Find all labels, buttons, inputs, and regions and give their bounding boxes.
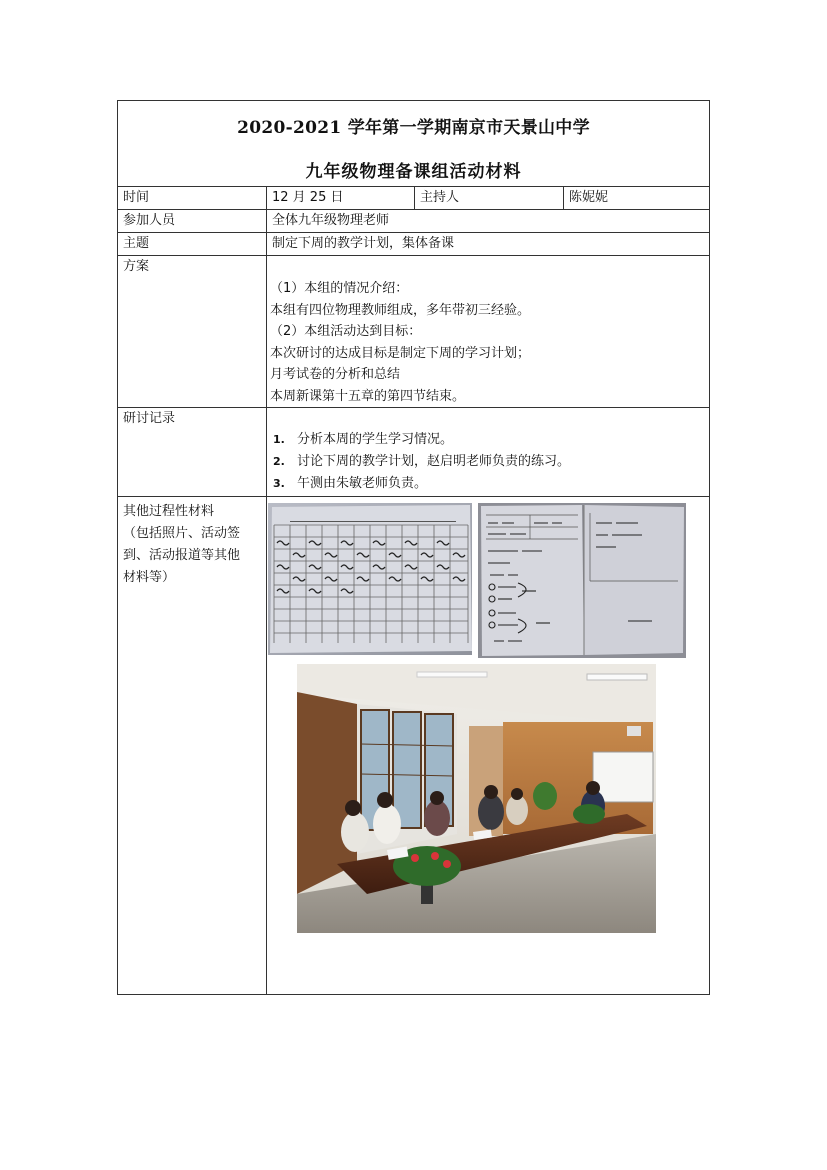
list-text: 分析本周的学生学习情况。 [297,432,454,447]
label-line: 材料等） [123,570,176,585]
plan-label: 方案 [123,259,150,274]
label-line: 到、活动报道等其他 [123,548,241,563]
plan-line: 本组有四位物理教师组成，多年带初三经验。 [270,302,531,318]
list-item [273,473,570,495]
handwritten-notes-photo [478,503,686,658]
plan-line: 本次研讨的达成目标是制定下周的学习计划； [270,345,531,361]
participants-label: 参加人员 [123,213,176,228]
document-title-line1: 2020-2021 学年第一学期南京市天景山中学 [237,118,590,138]
list-item [273,451,570,473]
list-number: 3. [273,477,285,490]
plan-line: （2）本组活动达到目标： [270,324,422,339]
meeting-room-image [297,664,656,933]
participants-row [118,210,709,233]
other-materials-row [118,497,709,994]
participants-value: 全体九年级物理老师 [266,210,709,232]
handwritten-notes-image [478,503,686,658]
record-label: 研讨记录 [123,411,176,426]
topic-row [118,233,709,256]
meeting-room-photo [297,664,656,933]
topic-value: 制定下周的教学计划，集体备课 [266,233,709,255]
plan-line: 本周新课第十五章的第四节结束。 [270,388,466,404]
list-item [273,429,570,451]
label-line: （包括照片、活动签 [123,526,241,541]
other-materials-label [123,501,263,589]
list-number: 2. [273,455,285,468]
host-value: 陈妮妮 [563,187,709,209]
list-number: 1. [273,433,285,446]
time-row [118,187,709,210]
document-title-line2: 九年级物理备课组活动材料 [305,162,522,182]
plan-content [270,278,530,407]
record-list [273,429,570,495]
sign-in-sheet-image [268,503,472,655]
topic-label: 主题 [123,236,150,251]
time-label: 时间 [123,190,150,205]
list-text: 讨论下周的教学计划，赵启明老师负责的练习。 [297,454,571,469]
plan-line: 月考试卷的分析和总结 [270,367,401,382]
list-text: 午测由朱敏老师负责。 [297,476,428,491]
title-row [118,101,709,187]
record-row [118,408,709,497]
sign-in-sheet-photo [268,503,472,655]
plan-line: （1）本组的情况介绍： [270,281,409,296]
host-label: 主持人 [414,187,563,209]
label-line: 其他过程性材料 [123,504,215,519]
plan-row [118,256,709,408]
time-value: 12 月 25 日 [266,187,414,209]
activity-record-table [117,100,710,995]
